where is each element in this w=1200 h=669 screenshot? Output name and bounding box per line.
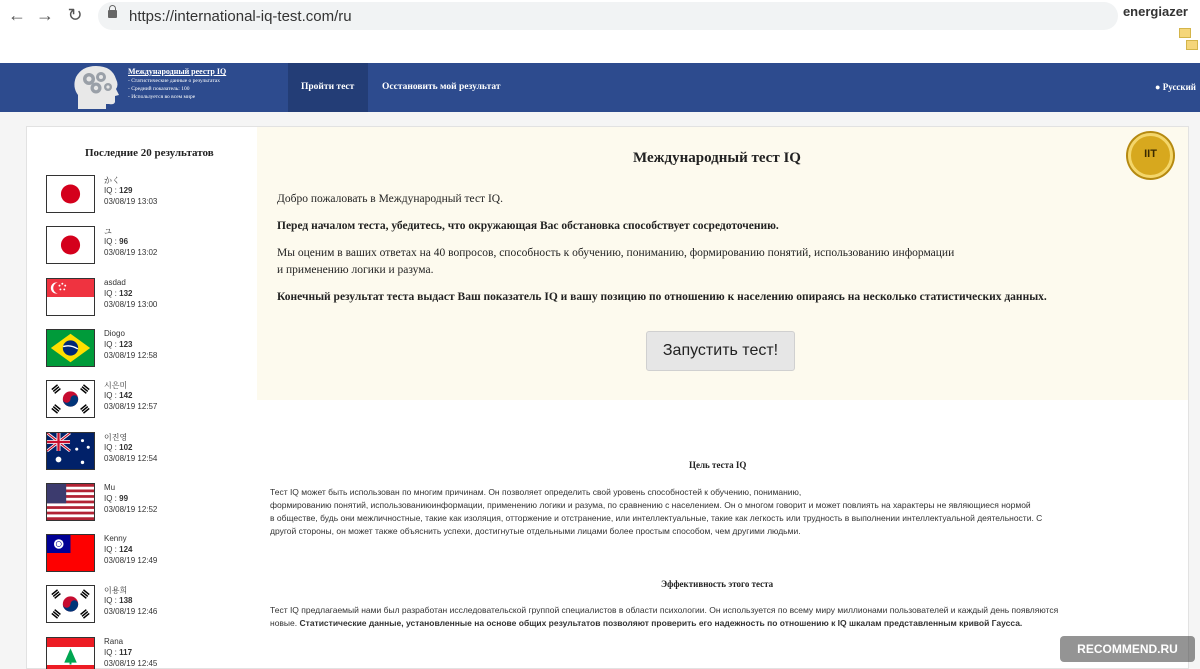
brazil-flag-icon (46, 329, 95, 367)
result-row[interactable] (46, 432, 246, 472)
iq-value: 96 (119, 237, 129, 247)
iq-label: IQ : (104, 545, 117, 555)
iq-value: 123 (119, 339, 133, 349)
japan-flag-icon (46, 226, 95, 264)
forward-arrow-icon[interactable]: → (36, 5, 54, 25)
language-label: Русский (1162, 82, 1196, 92)
result-row[interactable] (46, 278, 246, 318)
iq-label: IQ : (104, 596, 117, 606)
result-name: Rana (104, 636, 124, 646)
iq-label: IQ : (104, 339, 117, 349)
registry-info (128, 67, 226, 100)
taiwan-flag-icon (46, 534, 95, 572)
result-row[interactable] (46, 585, 246, 625)
result-date: 03/08/19 12:45 (104, 658, 158, 668)
goal-line: Тест IQ может быть использован по многим причинам. Он позволяет определить свой уровень способностей к обучению, пониманию, (270, 487, 802, 497)
iq-value: 102 (119, 442, 133, 452)
bookmark-folder-icon[interactable] (1179, 28, 1191, 38)
result-row[interactable] (46, 175, 246, 215)
result-iq (104, 443, 132, 452)
efficiency-line2-start: новые. (270, 618, 298, 628)
site-header (0, 63, 1200, 112)
australia-flag-icon (46, 432, 95, 470)
result-row[interactable] (46, 329, 246, 369)
iq-value: 124 (119, 545, 133, 555)
result-row[interactable] (46, 637, 246, 669)
lock-icon (108, 10, 117, 18)
result-date: 03/08/19 12:52 (104, 504, 158, 514)
iq-value: 99 (119, 493, 129, 503)
goal-line: формированию понятий, использованиюинформации, применению логики и разума, по сравнению с населением. Он о многом говорит и может повлиять на характеры не являющиеся нормой (270, 500, 1031, 510)
registry-line: - Используется во всем мире (128, 94, 196, 100)
iq-value: 117 (119, 647, 133, 657)
south-korea-flag-icon (46, 380, 95, 418)
page-title: Международный тест IQ (633, 150, 801, 166)
result-iq (104, 237, 128, 246)
result-name: 시은미 (104, 381, 128, 391)
start-test-button[interactable]: Запустить тест! (646, 331, 795, 371)
goal-text (270, 486, 1170, 538)
iq-value: 138 (119, 596, 133, 606)
sidebar-title: Последние 20 результатов (85, 147, 214, 159)
address-bar[interactable] (98, 2, 1118, 30)
japan-flag-icon (46, 175, 95, 213)
result-row[interactable] (46, 534, 246, 574)
usa-flag-icon (46, 483, 95, 521)
evaluate-text-line2: и применению логики и разума. (277, 264, 434, 276)
result-iq (104, 186, 132, 195)
result-date: 03/08/19 12:54 (104, 453, 158, 463)
result-date: 03/08/19 12:46 (104, 607, 158, 617)
south-korea-flag-icon (46, 585, 95, 623)
goal-line: в обществе, будь они межличностные, такие как изоляция, отторжение и отстранение, или интеллектуальные, такие как легкость или трудность в выполнении интеллектуальной деятельности. С (270, 513, 1043, 523)
globe-icon: ● (1155, 82, 1161, 92)
language-selector[interactable] (1155, 82, 1196, 92)
focus-text: Перед началом теста, убедитесь, что окружающая Вас обстановка способствует сосредоточению. (277, 220, 779, 232)
result-name: Kenny (104, 534, 127, 544)
iq-label: IQ : (104, 237, 117, 247)
badge-label: IIT (1144, 148, 1157, 160)
result-row[interactable] (46, 380, 246, 420)
result-date: 03/08/19 13:02 (104, 248, 158, 258)
result-iq (104, 494, 128, 503)
result-date: 03/08/19 13:00 (104, 299, 158, 309)
browser-chrome (0, 0, 1200, 62)
result-name: asdad (104, 277, 126, 287)
result-name: 이용희 (104, 586, 128, 596)
brain-gears-logo-icon[interactable] (72, 65, 122, 110)
nav-take-test[interactable]: Пройти тест (301, 82, 355, 92)
registry-line: - Статистические данные о результатах (128, 78, 220, 84)
iq-label: IQ : (104, 186, 117, 195)
result-row[interactable] (46, 226, 246, 266)
url-text: https://international-iq-test.com/ru (129, 8, 352, 25)
iq-label: IQ : (104, 391, 117, 401)
result-date: 03/08/19 12:57 (104, 402, 158, 412)
iq-label: IQ : (104, 442, 117, 452)
result-iq (104, 391, 132, 400)
efficiency-line (270, 617, 1170, 630)
result-iq (104, 596, 132, 605)
iq-label: IQ : (104, 647, 117, 657)
efficiency-title: Эффективность этого теста (661, 579, 774, 589)
result-iq (104, 648, 132, 657)
welcome-text: Добро пожаловать в Международный тест IQ. (277, 193, 503, 205)
result-name: Mu (104, 482, 116, 492)
reload-icon[interactable]: ↻ (67, 5, 83, 25)
watermark: RECOMMEND.RU (1060, 636, 1195, 662)
registry-title-link[interactable]: Международный реестр IQ (128, 67, 227, 76)
iq-value: 132 (119, 288, 133, 298)
iq-value: 142 (119, 391, 133, 401)
goal-title: Цель теста IQ (689, 460, 747, 470)
evaluate-text-line1: Мы оценим в ваших ответах на 40 вопросов, способность к обучению, пониманию, формированию понятий, использованию информации (277, 247, 955, 259)
iq-label: IQ : (104, 493, 117, 503)
goal-line: другой стороны, он может также объяснить успехи, достигнутые отдельными лицами более простым способом, чем другими людьми. (270, 526, 801, 536)
bookmark-folder-icon[interactable] (1186, 40, 1198, 50)
result-date: 03/08/19 12:49 (104, 556, 158, 566)
nav-recover-result[interactable]: Осстановить мой результат (382, 82, 501, 92)
back-arrow-icon[interactable]: ← (8, 5, 26, 25)
iq-label: IQ : (104, 288, 117, 298)
iit-seal-icon (1128, 133, 1173, 178)
result-iq (104, 340, 132, 349)
efficiency-text (270, 604, 1170, 630)
result-row[interactable] (46, 483, 246, 523)
efficiency-line2-bold: Статистические данные, установленные на основе общих результатов позволяют проверить его надежность по отношению к IQ шкалам представленным кривой Гаусса. (299, 618, 1023, 628)
result-iq (104, 545, 132, 554)
lebanon-flag-icon (46, 637, 95, 669)
profile-name[interactable]: energiazer (1122, 4, 1188, 19)
result-name: 이진영 (104, 432, 128, 442)
result-name: ユ (104, 227, 112, 237)
result-date: 03/08/19 13:03 (104, 197, 158, 206)
iq-value: 129 (119, 186, 133, 195)
result-note-text: Конечный результат теста выдаст Ваш показатель IQ и вашу позицию по отношению к населению опираясь на несколько статистических данных. (277, 291, 1047, 303)
result-date: 03/08/19 12:58 (104, 350, 158, 360)
registry-line: - Средний показатель: 100 (128, 86, 190, 92)
result-name: Diogo (104, 328, 125, 338)
result-name: かく (104, 176, 120, 185)
efficiency-line: Тест IQ предлагаемый нами был разработан исследовательской группой специалистов в области психологии. Он используется по всему миру миллионами пользователей и каждый день появляются (270, 605, 1059, 615)
singapore-flag-icon (46, 278, 95, 316)
result-iq (104, 289, 132, 298)
